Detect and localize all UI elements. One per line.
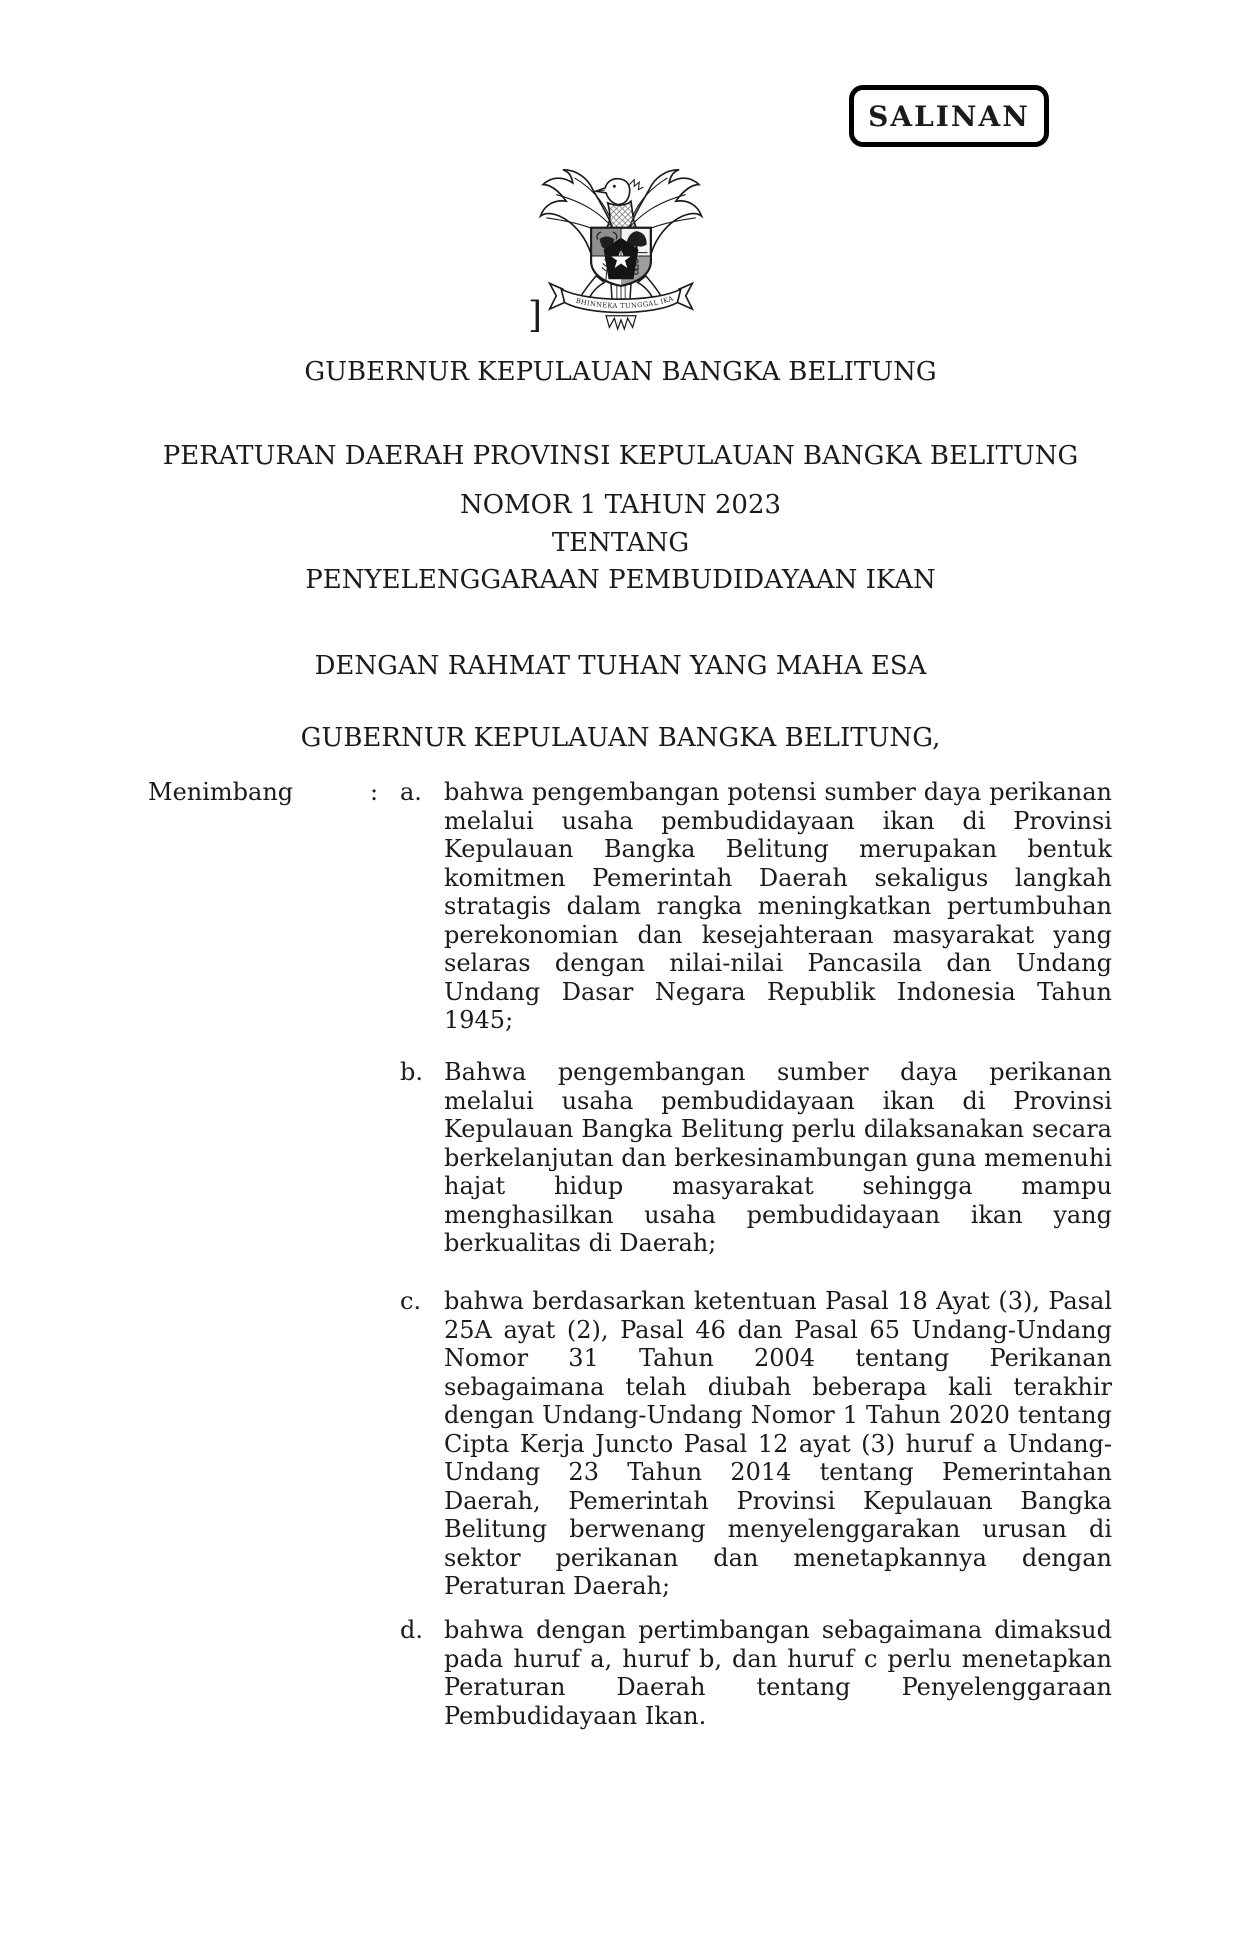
regulation-title: PERATURAN DAERAH PROVINSI KEPULAUAN BANGKA BELITUNG <box>162 441 1079 471</box>
item-letter: a. <box>400 778 422 806</box>
banner-motto-text: BHINNEKA TUNGGAL IKA <box>574 294 675 310</box>
authority-clause: GUBERNUR KEPULAUAN BANGKA BELITUNG, <box>300 723 941 753</box>
considering-item-d <box>400 1616 1112 1730</box>
item-letter: c. <box>400 1287 422 1315</box>
regulation-subject: PENYELENGGARAAN PEMBUDIDAYAAN IKAN <box>305 565 936 595</box>
grace-clause: DENGAN RAHMAT TUHAN YANG MAHA ESA <box>314 651 927 681</box>
emblem-shield <box>591 228 651 286</box>
bracket-artifact: ] <box>528 295 543 336</box>
considering-item-a <box>400 778 1112 1035</box>
salinan-stamp <box>849 85 1049 147</box>
considering-label: Menimbang <box>148 778 294 806</box>
emblem-head <box>596 179 643 205</box>
considering-item-c <box>400 1287 1112 1601</box>
item-letter: b. <box>400 1058 423 1086</box>
item-text: Bahwa pengembangan sumber daya perikanan melalui usaha pembudidayaan ikan di Provinsi Kepulauan Bangka Belitung perlu dilaksanakan secara berkelanjutan dan berkesinambungan guna memenuhi hajat hidup masyarakat sehingga mampu menghasilkan usaha pembudidayaan ikan yang berkualitas di Daerah; <box>444 1058 1112 1257</box>
regulation-about-label: TENTANG <box>551 528 690 558</box>
emblem-container <box>0 168 1241 334</box>
item-letter: d. <box>400 1616 423 1644</box>
emblem-neck <box>604 201 637 231</box>
considering-item-b <box>400 1058 1112 1258</box>
garuda-pancasila-emblem <box>538 168 704 334</box>
item-text: bahwa berdasarkan ketentuan Pasal 18 Ayat (3), Pasal 25A ayat (2), Pasal 46 dan Pasal 65 Undang-Undang Nomor 31 Tahun 2004 tentang Perikanan sebagaimana telah diubah beberapa kali terakhir dengan Undang-Undang Nomor 1 Tahun 2020 tentang Cipta Kerja Juncto Pasal 12 ayat (3) huruf a Undang-Undang 23 Tahun 2014 tentang Pemerintahan Daerah, Pemerintah Provinsi Kepulauan Bangka Belitung berwenang menyelenggarakan urusan di sektor perikanan dan menetapkannya dengan Peraturan Daerah; <box>444 1287 1112 1600</box>
considering-colon: : <box>370 778 379 806</box>
item-text: bahwa dengan pertimbangan sebagaimana dimaksud pada huruf a, huruf b, dan huruf c perlu menetapkan Peraturan Daerah tentang Penyelenggaraan Pembudidayaan Ikan. <box>444 1616 1112 1730</box>
regulation-number: NOMOR 1 TAHUN 2023 <box>459 490 782 520</box>
salinan-stamp-label: SALINAN <box>868 99 1030 133</box>
institution-heading: GUBERNUR KEPULAUAN BANGKA BELITUNG <box>304 357 937 387</box>
item-text: bahwa pengembangan potensi sumber daya perikanan melalui usaha pembudidayaan ikan di Provinsi Kepulauan Bangka Belitung merupakan bentuk komitmen Pemerintah Daerah sekaligus langkah stratagis dalam rangka meningkatkan pertumbuhan perekonomian dan kesejahteraan masyarakat yang selaras dengan nilai-nilai Pancasila dan Undang Undang Dasar Negara Republik Indonesia Tahun 1945; <box>444 778 1112 1034</box>
